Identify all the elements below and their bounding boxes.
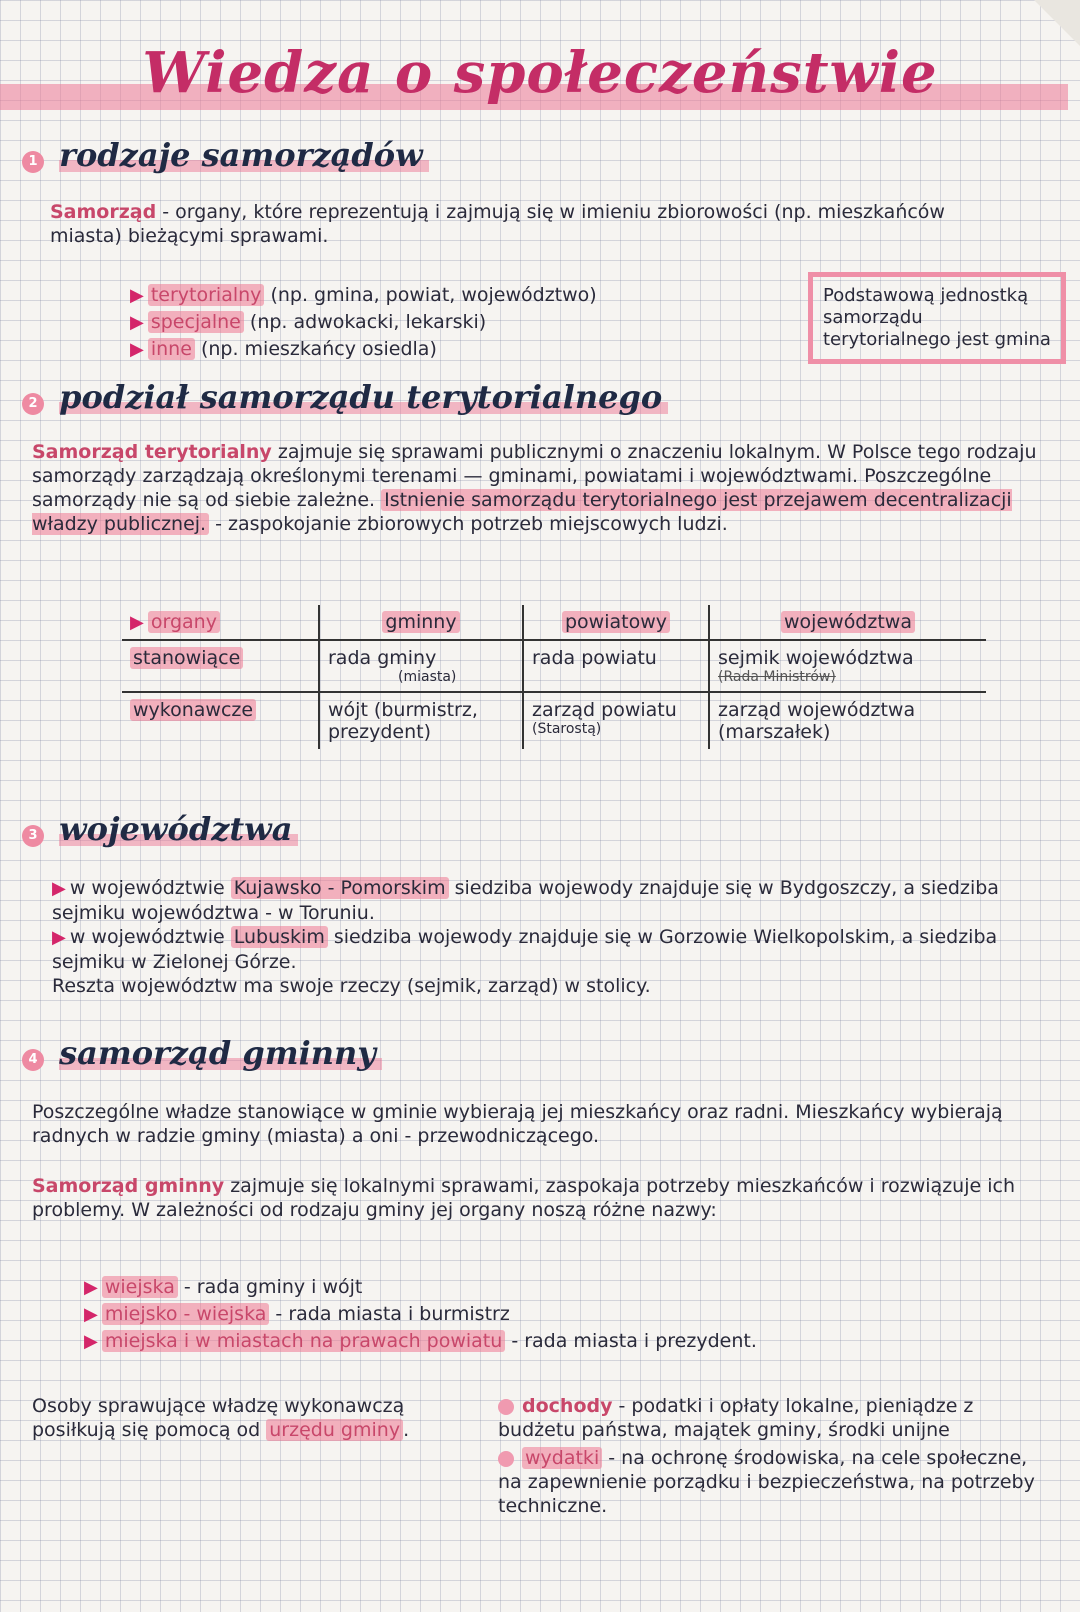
triangle-bullet-icon: ▶ — [130, 285, 144, 306]
triangle-bullet-icon: ▶ — [130, 339, 144, 360]
section-2-paragraph: Samorząd terytorialny zajmuje się sprawami publicznymi o znaczeniu lokalnym. W Polsce tego rodzaju samorządy zarządzają określonymi terenami — gminami, powiatami i województwami. Poszczególne samorządy nie są od siebie zależne. Istnienie samorządu terytorialnego jest przejawem decentralizacji władzy publicznej. - zaspokojanie zbiorowych potrzeb miejscowych ludzi. — [32, 441, 1037, 535]
types-list — [130, 282, 770, 363]
section-heading: podział samorządu terytorialnego — [59, 378, 662, 416]
table-header: powiatowy — [523, 605, 709, 640]
triangle-bullet-icon: ▶ — [52, 878, 66, 899]
section-4-heading-row — [22, 1034, 376, 1072]
list-item: ▶ w województwie Lubuskim siedziba wojewody znajduje się w Gorzowie Wielkopolskim, a siedziba sejmiku w Zielonej Górze. — [52, 926, 998, 973]
section-number: 2 — [22, 393, 44, 415]
section-3-heading-row — [22, 810, 292, 848]
section-number: 1 — [22, 151, 44, 173]
list-item: ▶ miejsko - wiejska - rada miasta i burmistrz — [84, 1303, 510, 1325]
triangle-bullet-icon: ▶ — [130, 312, 144, 333]
gmina-kinds-list — [84, 1274, 1044, 1355]
section-4-paragraph-2: Samorząd gminny zajmuje się lokalnymi sprawami, zaspokaja potrzeby mieszkańców i rozwiązuje ich problemy. W zależności od rodzaju gminy jej organy noszą różne nazwy: — [32, 1175, 1015, 1221]
page-title: Wiedza o społeczeństwie — [142, 40, 938, 106]
table-header: ▶ organy — [122, 605, 319, 640]
section-number: 4 — [22, 1049, 44, 1071]
section-heading: województwa — [59, 810, 292, 848]
list-item: dochody - podatki i opłaty lokalne, pieniądze z budżetu państwa, majątek gminy, środki unijne — [498, 1395, 974, 1441]
page-title-block — [0, 22, 1080, 106]
section-heading: samorząd gminny — [59, 1034, 376, 1072]
list-item: ▶ wiejska - rada gminy i wójt — [84, 1276, 363, 1298]
triangle-bullet-icon: ▶ — [52, 927, 66, 948]
table-header: gminny — [319, 605, 523, 640]
triangle-bullet-icon: ▶ — [84, 1304, 98, 1325]
section-number: 3 — [22, 825, 44, 847]
table-row: stanowiące rada gminy (miasta) rada powiatu sejmik województwa (Rada Ministrów) — [122, 640, 986, 692]
note-box: Podstawową jednostką samorządu terytorialnego jest gmina — [808, 272, 1066, 364]
table-header: województwa — [709, 605, 986, 640]
triangle-bullet-icon: ▶ — [84, 1331, 98, 1352]
organs-table — [122, 605, 986, 749]
section-2-heading-row — [22, 378, 662, 416]
list-item: ▶ inne (np. mieszkańcy osiedla) — [130, 338, 437, 360]
list-item: ▶ miejska i w miastach na prawach powiatu - rada miasta i prezydent. — [84, 1330, 757, 1352]
table-row: wykonawcze wójt (burmistrz, prezydent) zarząd powiatu (Starostą) zarząd województwa (marszałek) — [122, 692, 986, 749]
list-item: ▶ terytorialny (np. gmina, powiat, województwo) — [130, 284, 597, 306]
section-1-heading-row — [22, 136, 423, 174]
triangle-bullet-icon: ▶ — [84, 1277, 98, 1298]
list-item: wydatki - na ochronę środowiska, na cele społeczne, na zapewnienie porządku i bezpieczeństwa, na potrzeby techniczne. — [498, 1447, 1035, 1517]
list-item: ▶ w województwie Kujawsko - Pomorskim siedziba wojewody znajduje się w Bydgoszczy, a siedziba sejmiku województwa - w Toruniu. — [52, 877, 999, 924]
dot-bullet-icon — [498, 1451, 514, 1467]
list-item: ▶ specjalne (np. adwokacki, lekarski) — [130, 311, 487, 333]
executive-support-note: Osoby sprawujące władzę wykonawczą posiłkują się pomocą od urzędu gminy . — [32, 1395, 410, 1441]
dot-bullet-icon — [498, 1399, 514, 1415]
definition-paragraph: Samorząd - organy, które reprezentują i zajmują się w imieniu zbiorowości (np. mieszkańców miasta) bieżącymi sprawami. — [50, 201, 945, 247]
section-heading: rodzaje samorządów — [59, 136, 423, 174]
budget-notes — [498, 1394, 1046, 1518]
section-4-paragraph-1: Poszczególne władze stanowiące w gminie wybierają jej mieszkańcy oraz radni. Mieszkańcy wybierają radnych w radzie gminy (miasta) a oni - przewodniczącego. — [32, 1101, 1003, 1147]
section-3-body: ▶ w województwie Kujawsko - Pomorskim siedziba wojewody znajduje się w Bydgoszczy, a siedziba sejmiku województwa - w Toruniu. ▶ w województwie Lubuskim siedziba wojewody znajduje się w Gorzowie Wielkopolskim, a siedziba sejmiku w Zielonej Górze. Reszta województw ma swoje rzeczy (sejmik, zarząd) w stolicy. — [52, 876, 1042, 998]
